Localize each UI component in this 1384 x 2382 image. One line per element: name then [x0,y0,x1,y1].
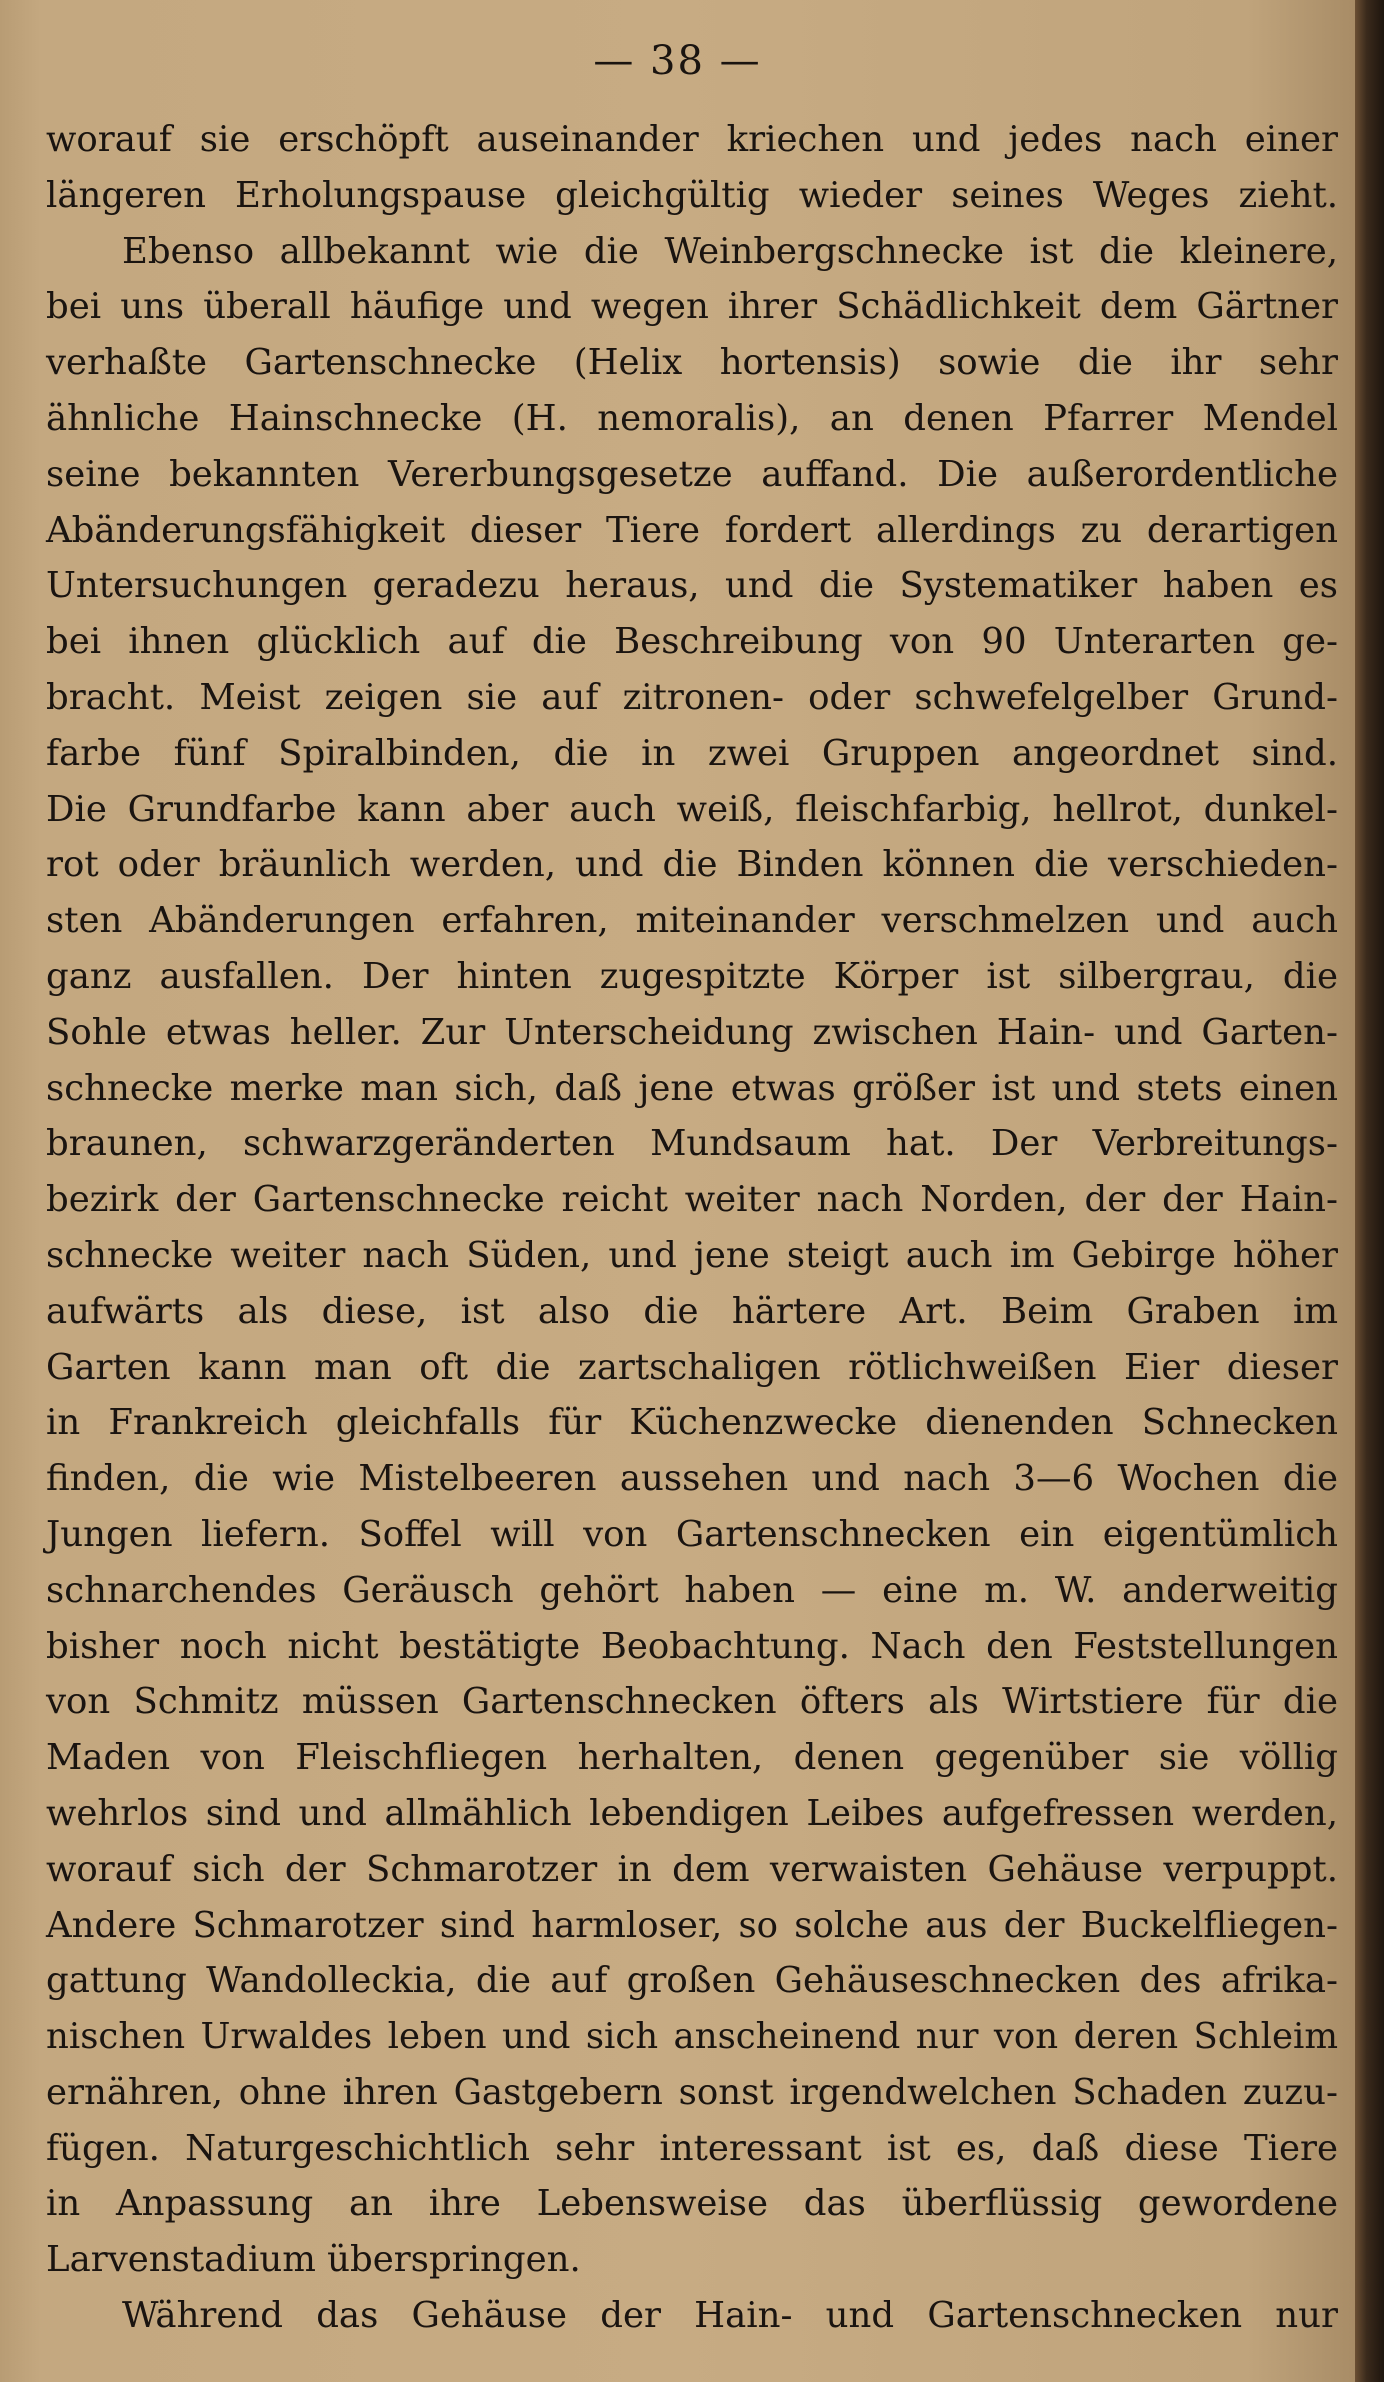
text-line: worauf sie erschöpft auseinander kriechen und jedes nach einer [46,119,1338,160]
text-line: Während das Gehäuse der Hain- und Gartenschnecken nur [122,2295,1338,2337]
text-line: Sohle etwas heller. Zur Unterscheidung zwischen Hain- und Garten- [46,1011,1338,1053]
text-line: gattung Wandolleckia, die auf großen Gehäuseschnecken des afrika- [46,1960,1338,2002]
text-line: in Anpassung an ihre Lebensweise das überflüssig gewordene [46,2183,1338,2225]
text-line: rot oder bräunlich werden, und die Binden können die verschieden- [46,844,1338,886]
text-line: verhaßte Gartenschnecke (Helix hortensis) sowie die ihr sehr [46,342,1338,384]
text-line: bracht. Meist zeigen sie auf zitronen- oder schwefelgelber Grund- [46,676,1338,718]
text-line: in Frankreich gleichfalls für Küchenzwecke dienenden Schnecken [46,1402,1338,1444]
text-line: seine bekannten Vererbungsgesetze auffand. Die außerordentliche [46,453,1338,495]
text-line: schnecke merke man sich, daß jene etwas größer ist und stets einen [46,1067,1338,1109]
text-line: fügen. Naturgeschichtlich sehr interessant ist es, daß diese Tiere [46,2127,1338,2169]
text-line: Jungen liefern. Soffel will von Gartenschnecken ein eigentümlich [46,1513,1338,1555]
book-spine-edge [1355,0,1384,2382]
text-line: schnecke weiter nach Süden, und jene steigt auch im Gebirge höher [46,1234,1338,1276]
page-number: — 38 — [593,38,762,84]
text-line: längeren Erholungspause gleichgültig wieder seines Weges zieht. [46,174,1338,216]
text-line: wehrlos sind und allmählich lebendigen Leibes aufgefressen werden, [46,1792,1338,1834]
text-line: Untersuchungen geradezu heraus, und die Systematiker haben es [46,565,1338,607]
text-line: nischen Urwaldes leben und sich anscheinend nur von deren Schleim [46,2016,1338,2058]
body-text [46,112,1338,2344]
text-line: braunen, schwarzgeränderten Mundsaum hat. Der Verbreitungs- [46,1123,1338,1165]
text-line: von Schmitz müssen Gartenschnecken öfters als Wirtstiere für die [46,1681,1338,1723]
text-line: Garten kann man oft die zartschaligen rötlichweißen Eier dieser [46,1346,1338,1388]
text-line: bei ihnen glücklich auf die Beschreibung von 90 Unterarten ge- [46,621,1338,663]
text-line: Abänderungsfähigkeit dieser Tiere fordert allerdings zu derartigen [46,509,1338,551]
text-line: schnarchendes Geräusch gehört haben — eine m. W. anderweitig [46,1569,1338,1611]
text-line: sten Abänderungen erfahren, miteinander verschmelzen und auch [46,900,1338,942]
text-line: finden, die wie Mistelbeeren aussehen und nach 3—6 Wochen die [46,1458,1338,1500]
text-line: bei uns überall häufige und wegen ihrer Schädlichkeit dem Gärtner [46,286,1338,328]
text-line: worauf sich der Schmarotzer in dem verwaisten Gehäuse verpuppt. [46,1848,1338,1890]
text-line: bisher noch nicht bestätigte Beobachtung. Nach den Feststellungen [46,1625,1338,1667]
text-line: Die Grundfarbe kann aber auch weiß, fleischfarbig, hellrot, dunkel- [46,788,1338,830]
text-line: Andere Schmarotzer sind harmloser, so solche aus der Buckelfliegen- [46,1904,1338,1946]
text-line: ähnliche Hainschnecke (H. nemoralis), an denen Pfarrer Mendel [46,397,1338,439]
text-line: ernähren, ohne ihren Gastgebern sonst irgendwelchen Schaden zuzu- [46,2071,1338,2113]
text-line: ganz ausfallen. Der hinten zugespitzte Körper ist silbergrau, die [46,955,1338,997]
text-line: Maden von Fleischfliegen herhalten, denen gegenüber sie völlig [46,1737,1338,1779]
text-line: Ebenso allbekannt wie die Weinbergschnecke ist die kleinere, [122,230,1338,272]
text-line: bezirk der Gartenschnecke reicht weiter nach Norden, der der Hain- [46,1179,1338,1221]
text-line: aufwärts als diese, ist also die härtere Art. Beim Graben im [46,1290,1338,1332]
text-line: Larvenstadium überspringen. [46,2239,581,2281]
text-line: farbe fünf Spiralbinden, die in zwei Gruppen angeordnet sind. [46,732,1338,774]
